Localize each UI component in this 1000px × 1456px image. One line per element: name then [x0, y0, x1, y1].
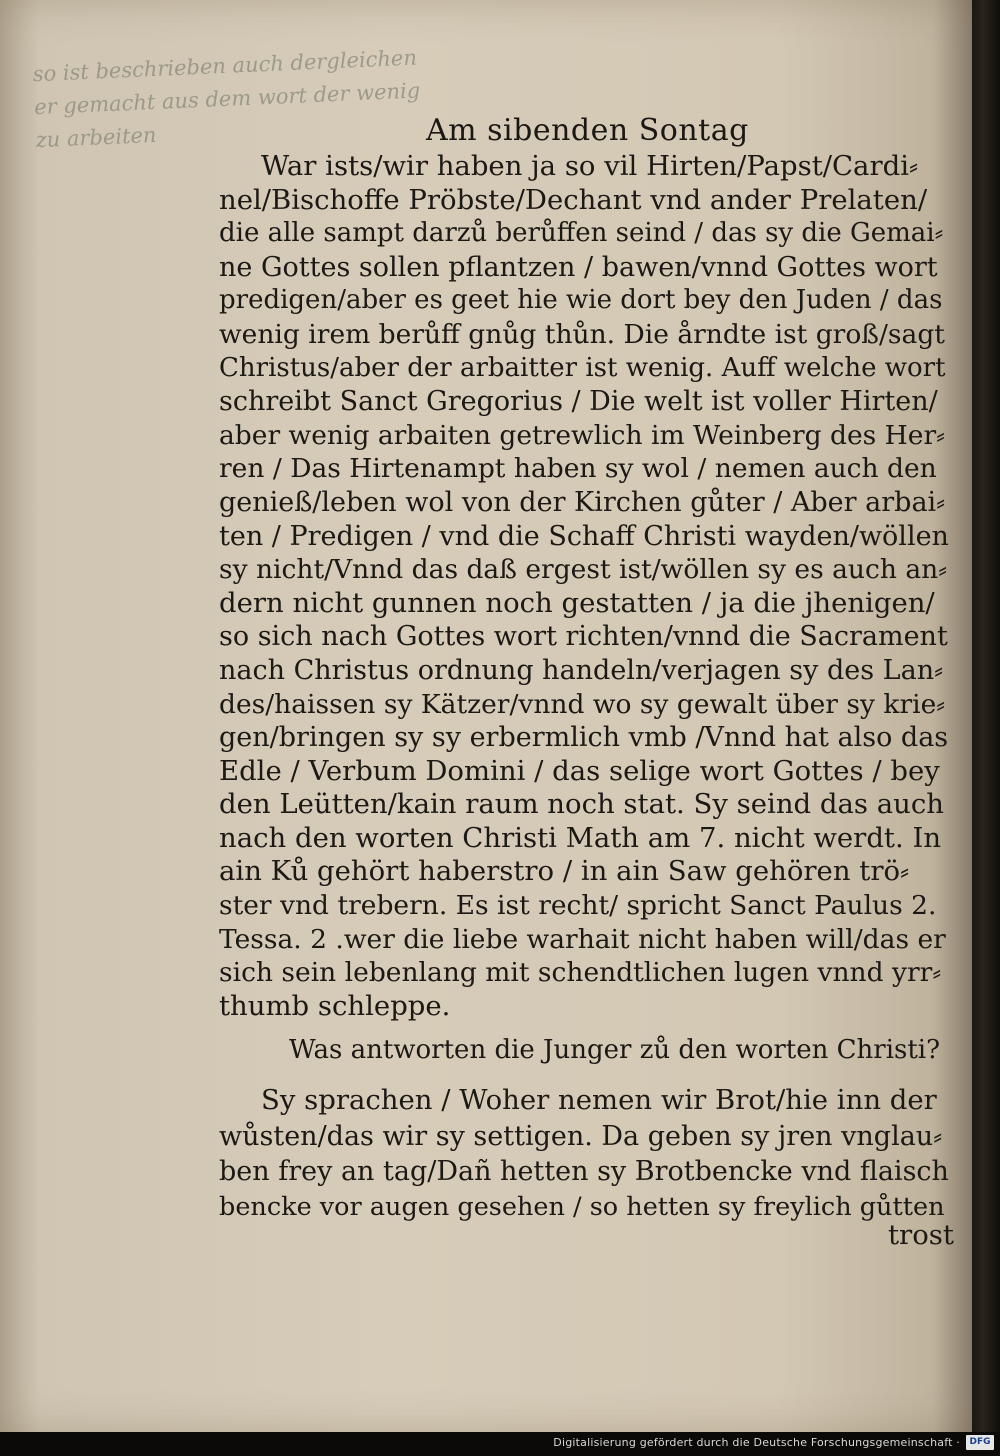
- text-line: Christus/aber der arbaitter ist wenig. Auff welche wort: [219, 352, 946, 383]
- text-line: ten / Predigen / vnd die Schaff Christi wayden/wöllen: [219, 520, 949, 552]
- answer-text-block: [219, 1083, 949, 1225]
- text-line: sich sein lebenlang mit schendtlichen lugen vnnd yrr⸗: [219, 957, 942, 989]
- text-line: ne Gottes sollen pflantzen / bawen/vnnd Gottes wort: [219, 251, 938, 283]
- text-line: wenig irem berůff gnůg thůn. Die årndte ist groß/sagt: [219, 318, 945, 350]
- text-line: genieß/leben wol von der Kirchen gůter / Aber arbai⸗: [219, 486, 946, 518]
- text-line: dern nicht gunnen noch gestatten / ja die jhenigen/: [219, 586, 935, 619]
- marginalia-line: zu arbeiten: [35, 122, 157, 153]
- text-line: die alle sampt darzů berůffen seind / das sy die Gemai⸗: [219, 218, 944, 249]
- book-spine-edge: [972, 0, 1000, 1432]
- text-line: des/haissen sy Kätzer/vnnd wo sy gewalt über sy krie⸗: [219, 688, 946, 720]
- text-line: ben frey an tag/Dañ hetten sy Brotbencke vnd flaisch: [219, 1156, 949, 1188]
- dfg-logo-icon: DFG: [966, 1435, 994, 1450]
- text-line: gen/bringen sy sy erbermlich vmb /Vnnd hat also das: [219, 722, 949, 754]
- running-head: Am sibenden Sontag: [426, 113, 749, 148]
- text-line: aber wenig arbaiten getrewlich im Weinberg des Her⸗: [219, 419, 945, 451]
- text-line: bencke vor augen gesehen / so hetten sy freylich gůtten: [219, 1191, 945, 1222]
- text-line: so sich nach Gottes wort richten/vnnd die Sacrament: [219, 621, 948, 653]
- text-line: ster vnd trebern. Es ist recht/ spricht Sanct Paulus 2.: [219, 890, 937, 922]
- text-line: nach Christus ordnung handeln/verjagen sy des Lan⸗: [219, 654, 944, 686]
- text-line: War ists/wir haben ja so vil Hirten/Papst/Cardi⸗: [261, 150, 919, 182]
- funding-credit: Digitalisierung gefördert durch die Deutsche Forschungsgemeinschaft ·: [553, 1436, 960, 1449]
- text-line: schreibt Sanct Gregorius / Die welt ist voller Hirten/: [219, 386, 938, 418]
- text-line: den Leütten/kain raum noch stat. Sy seind das auch: [219, 788, 944, 821]
- text-line: predigen/aber es geet hie wie dort bey den Juden / das: [219, 285, 943, 316]
- text-line: ain Ků gehört haberstro / in ain Saw gehören trö⸗: [219, 855, 910, 888]
- main-text-block: [219, 150, 949, 1023]
- catchword: trost: [888, 1219, 954, 1251]
- text-line: Edle / Verbum Domini / das selige wort Gottes / bey: [219, 754, 940, 787]
- marginalia-line: so ist beschrieben auch dergleichen: [32, 45, 418, 87]
- text-line: Sy sprachen / Woher nemen wir Brot/hie inn der: [261, 1084, 937, 1116]
- text-line: sy nicht/Vnnd das daß ergest ist/wöllen sy es auch an⸗: [219, 554, 948, 586]
- text-line: ren / Das Hirtenampt haben sy wol / nemen auch den: [219, 453, 937, 485]
- text-line: wůsten/das wir sy settigen. Da geben sy jren vnglau⸗: [219, 1120, 943, 1152]
- question-heading: Was antworten die Junger zů den worten Christi?: [289, 1035, 941, 1065]
- text-line: nach den worten Christi Math am 7. nicht werdt. In: [219, 821, 942, 854]
- marginalia-line: er gemacht aus dem wort der wenig: [33, 78, 421, 120]
- text-line: Tessa. 2 .wer die liebe warhait nicht haben will/das er: [219, 923, 946, 955]
- text-line: thumb schleppe.: [219, 989, 451, 1022]
- text-line: nel/Bischoffe Pröbste/Dechant vnd ander Prelaten/: [219, 183, 928, 216]
